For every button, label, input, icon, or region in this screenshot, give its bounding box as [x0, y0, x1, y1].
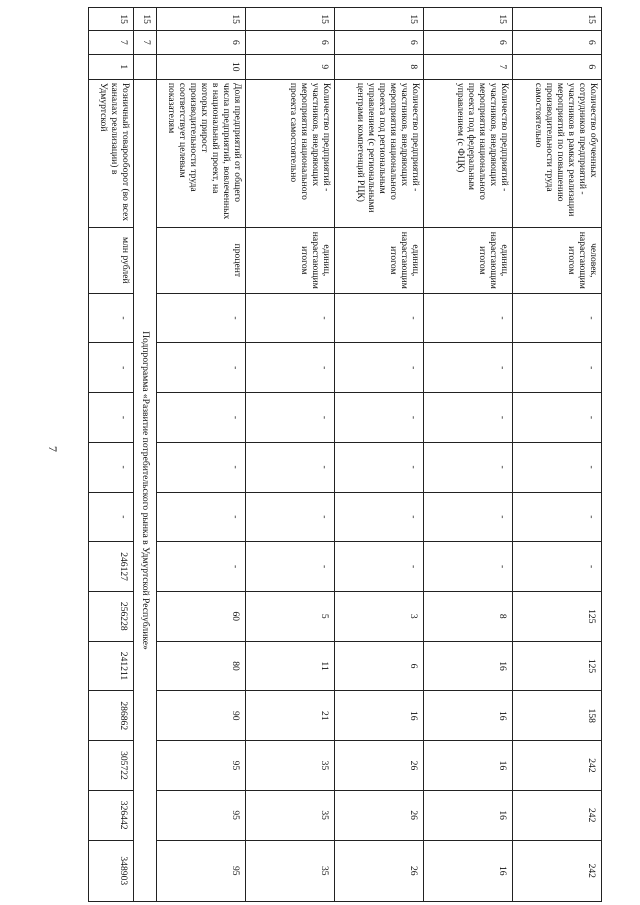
value-cell: -: [424, 442, 513, 492]
code-indicator-cell: 1: [89, 54, 134, 79]
value-cell: -: [157, 442, 246, 492]
value-cell: -: [157, 492, 246, 542]
value-cell: -: [513, 393, 602, 443]
value-cell: -: [424, 393, 513, 443]
value-cell: 326442: [89, 790, 134, 840]
value-cell: -: [513, 542, 602, 592]
value-cell: 95: [157, 790, 246, 840]
value-cell: 3: [335, 591, 424, 641]
table-body: [89, 8, 602, 902]
code-subprogram-cell: 6: [424, 31, 513, 54]
code-subprogram-cell: 7: [134, 31, 157, 54]
indicator-name-cell: Количество обученных сотрудников предприятий - участников в рамках реализации мероприятий по повышению производительности труда самостоятельно: [513, 79, 602, 227]
table-row: [157, 8, 246, 902]
value-cell: 242: [513, 840, 602, 901]
subprogram-title-cell: Подпрограмма «Развитие потребительского рынка в Удмуртской Республике»: [134, 79, 157, 901]
value-cell: 125: [513, 641, 602, 691]
value-cell: 246127: [89, 542, 134, 592]
unit-cell: единиц, нарастающим итогом: [335, 228, 424, 294]
code-program-cell: 15: [513, 8, 602, 31]
value-cell: -: [424, 293, 513, 343]
code-subprogram-cell: 6: [335, 31, 424, 54]
value-cell: 95: [157, 741, 246, 791]
unit-cell: человек, нарастающим итогом: [513, 228, 602, 294]
value-cell: 35: [246, 790, 335, 840]
indicator-name-cell: Доля предприятий от общего числа предприятий, вовлеченных в национальный проект, на которых прирост производительности труда соответствует целевым показателям: [157, 79, 246, 227]
value-cell: 60: [157, 591, 246, 641]
value-cell: 256228: [89, 591, 134, 641]
code-indicator-cell: 6: [513, 54, 602, 79]
code-subprogram-cell: 6: [513, 31, 602, 54]
value-cell: 125: [513, 591, 602, 641]
value-cell: -: [335, 492, 424, 542]
value-cell: 26: [335, 840, 424, 901]
value-cell: -: [246, 293, 335, 343]
value-cell: 95: [157, 840, 246, 901]
value-cell: 5: [246, 591, 335, 641]
value-cell: -: [157, 293, 246, 343]
value-cell: -: [513, 442, 602, 492]
value-cell: -: [424, 343, 513, 393]
value-cell: 286862: [89, 691, 134, 741]
value-cell: 242: [513, 790, 602, 840]
code-program-cell: 15: [424, 8, 513, 31]
value-cell: 241211: [89, 641, 134, 691]
unit-cell: единиц, нарастающим итогом: [246, 228, 335, 294]
value-cell: -: [513, 343, 602, 393]
value-cell: -: [424, 492, 513, 542]
value-cell: -: [335, 393, 424, 443]
indicator-name-cell: Розничный товарооборот (во всех каналах реализации) в Удмуртской: [89, 79, 134, 227]
unit-cell: млн рублей: [89, 228, 134, 294]
page-number: 7: [46, 446, 60, 452]
value-cell: -: [157, 343, 246, 393]
value-cell: 35: [246, 840, 335, 901]
code-program-cell: 15: [335, 8, 424, 31]
value-cell: -: [246, 542, 335, 592]
rotated-table-stage: [57, 7, 602, 902]
code-indicator-cell: 7: [424, 54, 513, 79]
code-program-cell: 15: [157, 8, 246, 31]
value-cell: -: [513, 492, 602, 542]
indicators-table: [88, 7, 602, 902]
value-cell: -: [89, 293, 134, 343]
value-cell: 16: [424, 691, 513, 741]
value-cell: 348903: [89, 840, 134, 901]
value-cell: -: [89, 492, 134, 542]
code-subprogram-cell: 7: [89, 31, 134, 54]
value-cell: -: [89, 343, 134, 393]
value-cell: -: [246, 492, 335, 542]
table-row: [335, 8, 424, 902]
value-cell: 16: [424, 741, 513, 791]
value-cell: 16: [424, 641, 513, 691]
value-cell: 158: [513, 691, 602, 741]
table-row: [89, 8, 134, 902]
value-cell: 8: [424, 591, 513, 641]
value-cell: 16: [424, 840, 513, 901]
table-row: [513, 8, 602, 902]
value-cell: 242: [513, 741, 602, 791]
value-cell: -: [246, 393, 335, 443]
code-indicator-cell: 10: [157, 54, 246, 79]
value-cell: 26: [335, 741, 424, 791]
indicator-name-cell: Количество предприятий - участников, внедряющих мероприятия национального проекта самостоятельно: [246, 79, 335, 227]
code-subprogram-cell: 6: [246, 31, 335, 54]
value-cell: -: [89, 393, 134, 443]
code-program-cell: 15: [89, 8, 134, 31]
value-cell: 16: [424, 790, 513, 840]
value-cell: -: [424, 542, 513, 592]
code-indicator-cell: 9: [246, 54, 335, 79]
code-indicator-cell: 8: [335, 54, 424, 79]
code-subprogram-cell: 6: [157, 31, 246, 54]
indicator-name-cell: Количество предприятий - участников, внедряющих мероприятия национального проекта под региональным управлением (с региональными центрами компетенций РЦК): [335, 79, 424, 227]
subprogram-row: [134, 8, 157, 902]
code-program-cell: 15: [134, 8, 157, 31]
value-cell: -: [335, 343, 424, 393]
value-cell: -: [335, 293, 424, 343]
table-row: [246, 8, 335, 902]
value-cell: 80: [157, 641, 246, 691]
value-cell: 90: [157, 691, 246, 741]
value-cell: -: [246, 442, 335, 492]
value-cell: -: [246, 343, 335, 393]
value-cell: 16: [335, 691, 424, 741]
value-cell: -: [157, 393, 246, 443]
value-cell: 11: [246, 641, 335, 691]
empty-cell: [134, 54, 157, 79]
value-cell: -: [335, 542, 424, 592]
value-cell: 21: [246, 691, 335, 741]
code-program-cell: 15: [246, 8, 335, 31]
value-cell: 35: [246, 741, 335, 791]
value-cell: 6: [335, 641, 424, 691]
unit-cell: единиц, нарастающим итогом: [424, 228, 513, 294]
indicator-name-cell: Количество предприятий - участников, внедряющих мероприятия национального проекта под федеральным управлением (с ФЦК): [424, 79, 513, 227]
value-cell: 305722: [89, 741, 134, 791]
value-cell: -: [335, 442, 424, 492]
unit-cell: процент: [157, 228, 246, 294]
value-cell: -: [513, 293, 602, 343]
value-cell: 26: [335, 790, 424, 840]
value-cell: -: [157, 542, 246, 592]
table-row: [424, 8, 513, 902]
value-cell: -: [89, 442, 134, 492]
